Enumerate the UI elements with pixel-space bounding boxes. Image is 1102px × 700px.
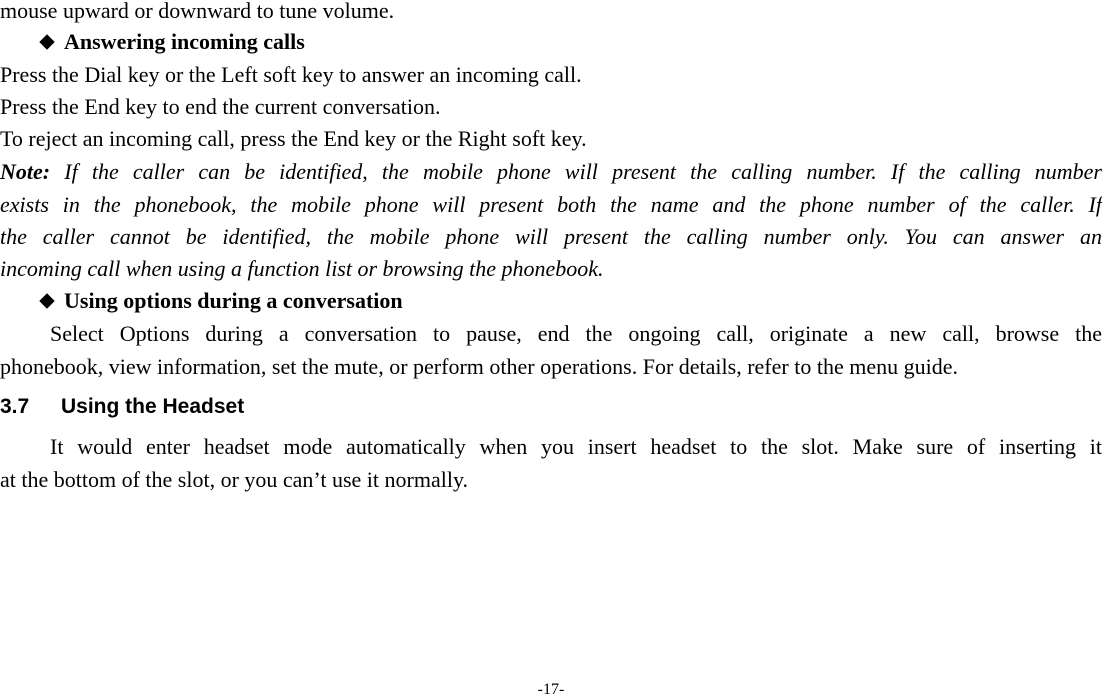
- diamond-bullet-icon: [40, 27, 56, 43]
- text-line: Press the End key to end the current conversation.: [0, 94, 441, 119]
- text-line: It would enter headset mode automatically when you insert headset to the slot. Make sure of inserting it: [50, 434, 1102, 459]
- diamond-bullet-icon: [40, 286, 56, 302]
- note-line: [0, 156, 1102, 188]
- text-line: Select Options during a conversation to pause, end the ongoing call, originate a new call, browse the: [50, 321, 1102, 346]
- subheading-answering-calls: Answering incoming calls: [64, 29, 305, 54]
- text-line: phonebook, view information, set the mute, or perform other operations. For details, refer to the menu guide.: [0, 354, 958, 379]
- note-label: Note:: [0, 159, 51, 184]
- note-line: exists in the phonebook, the mobile phone will present both the name and the phone number of the caller. If: [0, 192, 1102, 217]
- section-heading: [0, 391, 244, 423]
- note-text: If the caller can be identified, the mobile phone will present the calling number. If the calling number: [50, 159, 1102, 184]
- note-line: the caller cannot be identified, the mobile phone will present the calling number only. You can answer an: [0, 224, 1102, 249]
- text-line: at the bottom of the slot, or you can’t use it normally.: [0, 467, 469, 492]
- note-line: incoming call when using a function list or browsing the phonebook.: [0, 256, 604, 281]
- text-line: mouse upward or downward to tune volume.: [0, 0, 395, 23]
- subheading-options-conversation: Using options during a conversation: [64, 288, 403, 313]
- section-title: Using the Headset: [61, 395, 245, 418]
- text-line: To reject an incoming call, press the End key or the Right soft key.: [0, 126, 587, 151]
- text-line: Press the Dial key or the Left soft key to answer an incoming call.: [0, 62, 582, 87]
- page-number: -17-: [537, 681, 565, 698]
- section-number: 3.7: [0, 395, 30, 418]
